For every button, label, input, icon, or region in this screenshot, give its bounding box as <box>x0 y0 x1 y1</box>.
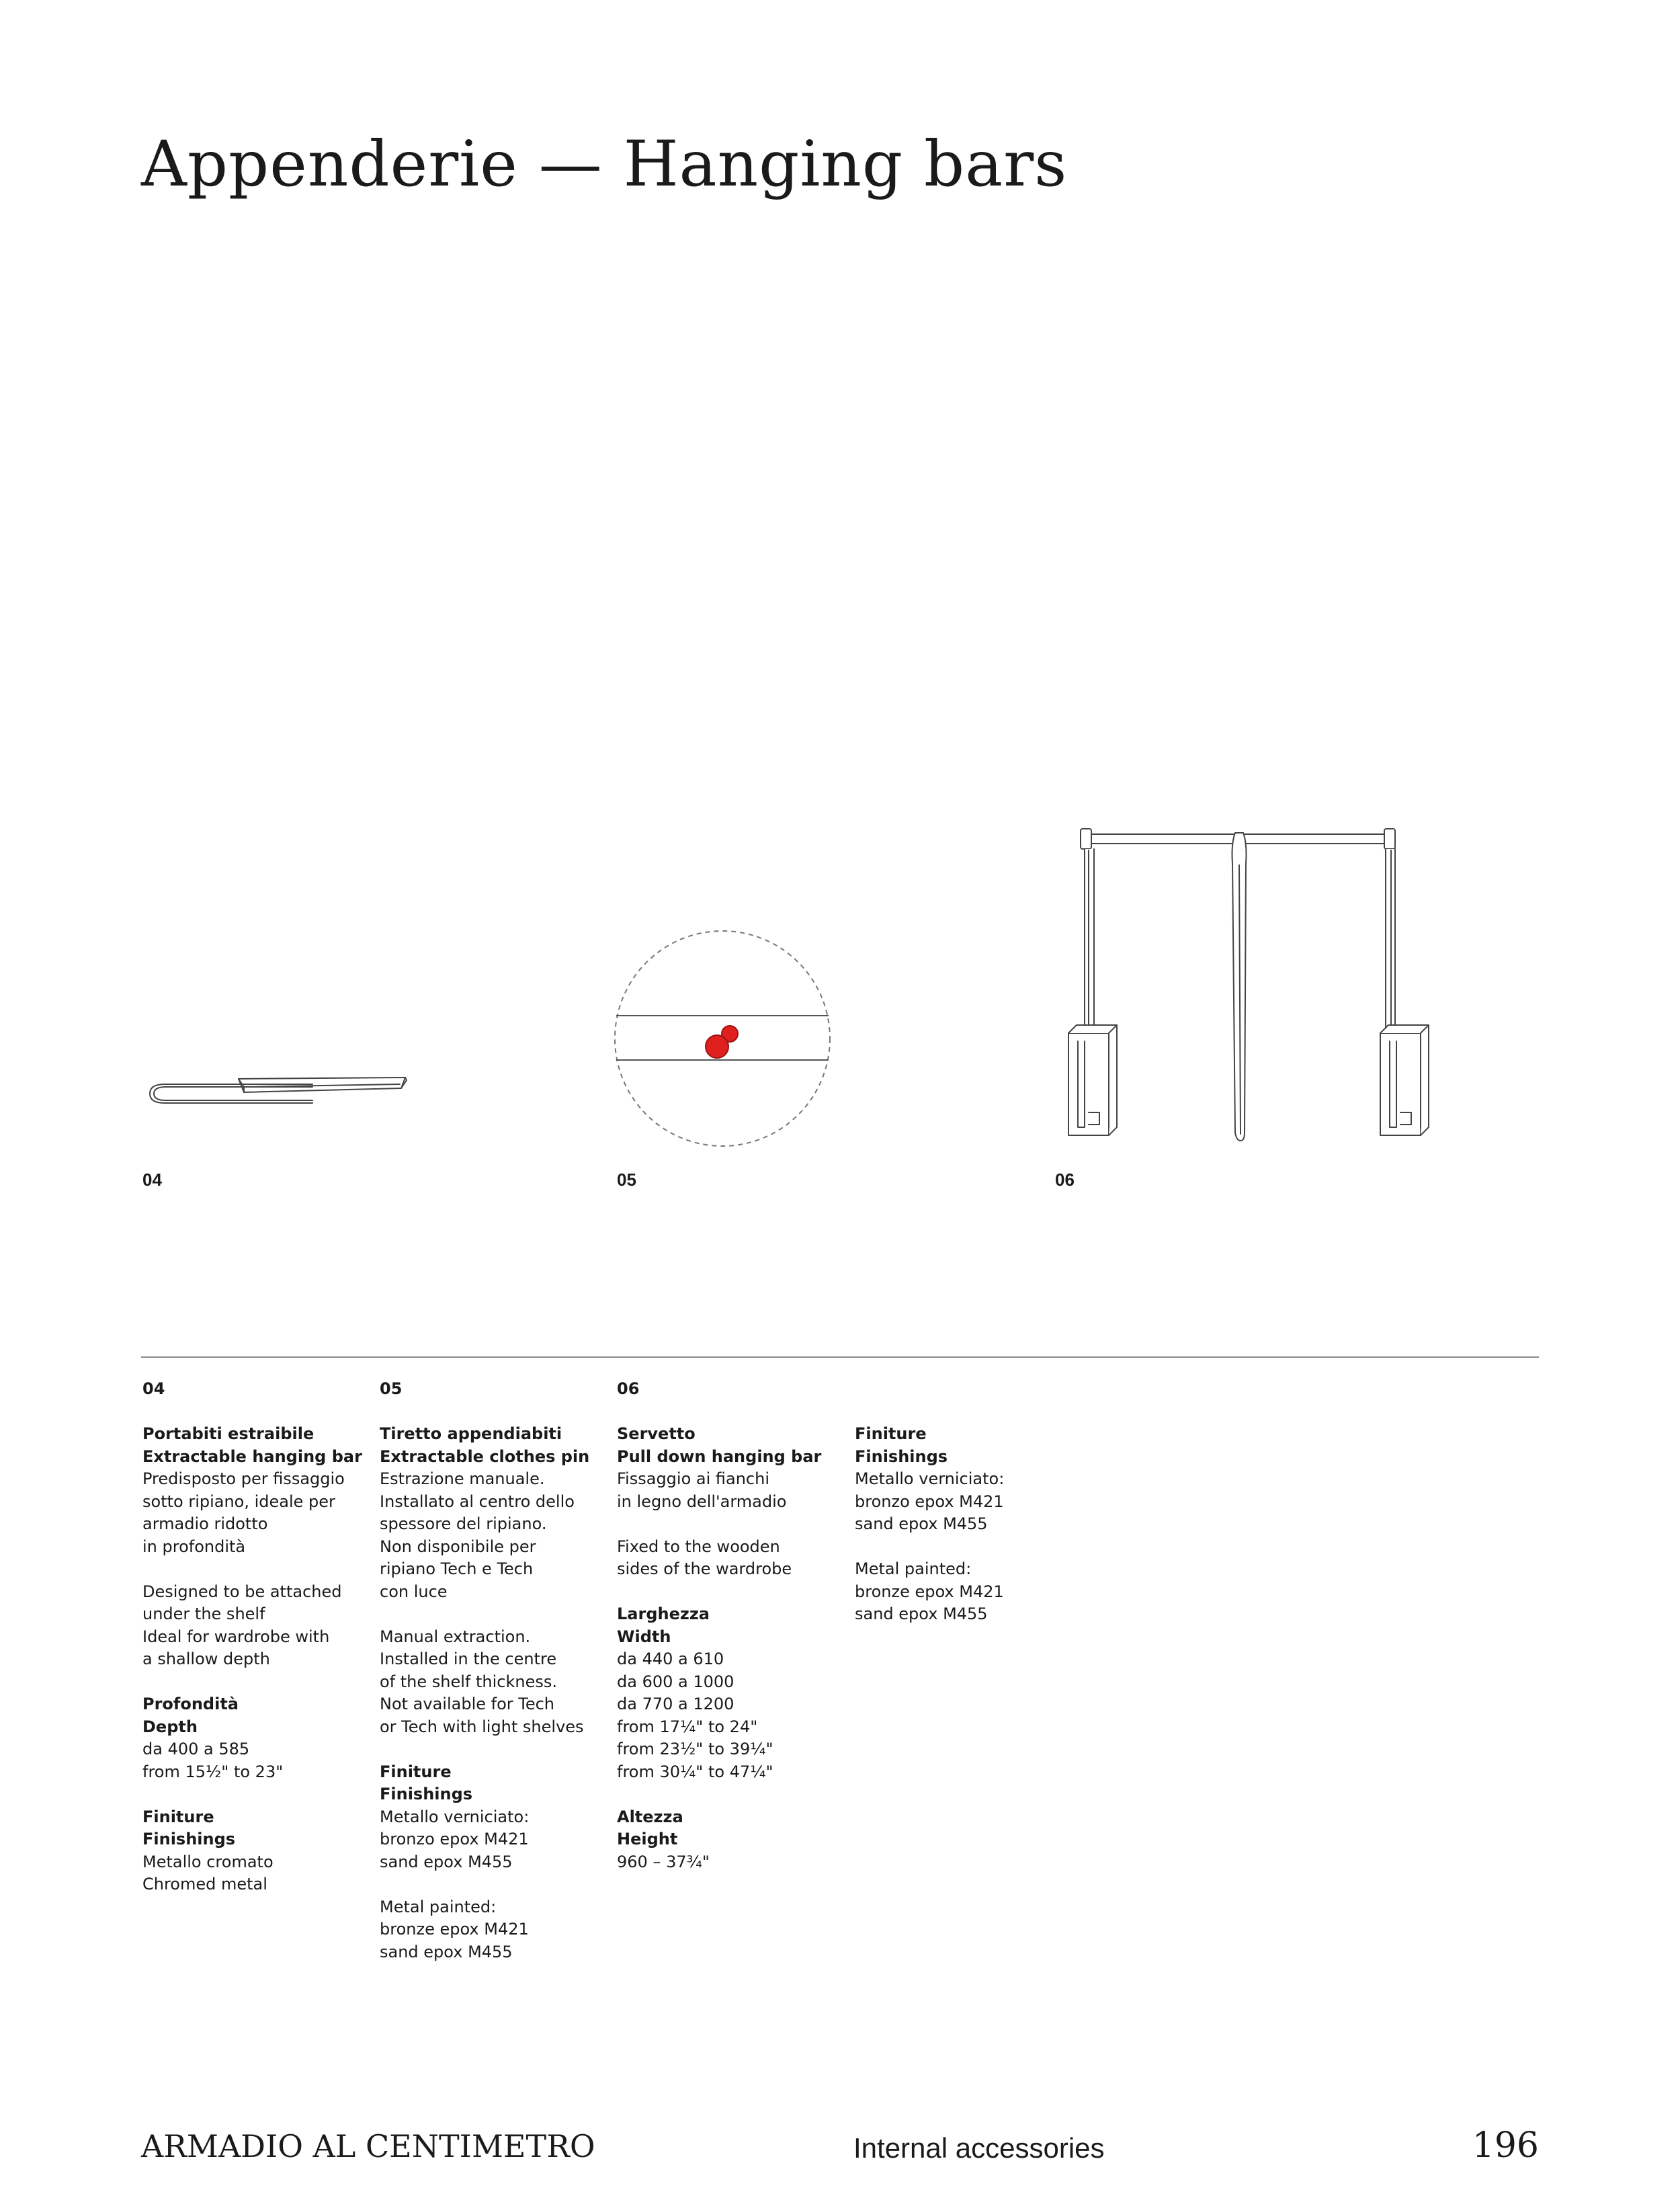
height-label-it: Altezza <box>617 1807 683 1826</box>
depth-label-it: Profondità <box>142 1695 239 1713</box>
width-value: da 770 a 1200 <box>617 1695 734 1713</box>
footer-brand: ARMADIO AL CENTIMETRO <box>141 2128 595 2164</box>
desc-line: Estrazione manuale. <box>380 1469 545 1488</box>
desc-line: Ideal for wardrobe with <box>142 1627 330 1646</box>
finish-value: Metallo verniciato: <box>380 1807 530 1826</box>
spec-column-06 <box>617 1378 845 1896</box>
red-pin-icon <box>706 1026 738 1058</box>
product-name-it: Servetto <box>617 1424 696 1443</box>
finish-label-it: Finiture <box>855 1424 927 1443</box>
width-value: from 17¼" to 24" <box>617 1717 758 1736</box>
figure-number-04: 04 <box>142 1170 162 1190</box>
desc-line: Non disponibile per <box>380 1537 536 1556</box>
finish-value: Chromed metal <box>142 1875 267 1894</box>
desc-line: Fixed to the wooden <box>617 1537 780 1556</box>
page-title: Appenderie — Hanging bars <box>141 128 1068 201</box>
desc-line: spessore del ripiano. <box>380 1514 547 1533</box>
finish-label-en: Finishings <box>380 1785 473 1803</box>
extractable-hanging-bar-drawing <box>144 1065 413 1126</box>
finish-value: sand epox M455 <box>380 1852 513 1871</box>
finish-value: sand epox M455 <box>380 1942 513 1961</box>
spec-number: 05 <box>380 1379 403 1398</box>
desc-line: of the shelf thickness. <box>380 1672 557 1691</box>
product-name-en: Extractable hanging bar <box>142 1447 362 1466</box>
product-name-en: Pull down hanging bar <box>617 1447 822 1466</box>
finish-value: bronze epox M421 <box>855 1582 1004 1601</box>
desc-line: armadio ridotto <box>142 1514 268 1533</box>
footer-section-title: Internal accessories <box>853 2132 1105 2164</box>
page-number: 196 <box>1472 2125 1539 2166</box>
desc-line: sotto ripiano, ideale per <box>142 1492 335 1511</box>
desc-line: con luce <box>380 1582 448 1601</box>
product-name-it: Portabiti estraibile <box>142 1424 314 1443</box>
width-value: from 23½" to 39¼" <box>617 1740 773 1758</box>
width-value: from 30¼" to 47¼" <box>617 1762 773 1781</box>
width-value: da 600 a 1000 <box>617 1672 734 1691</box>
spec-column-05 <box>380 1378 608 1986</box>
finish-value: sand epox M455 <box>855 1514 988 1533</box>
width-label-en: Width <box>617 1627 671 1646</box>
product-name-it: Tiretto appendiabiti <box>380 1424 562 1443</box>
finish-value: bronze epox M421 <box>380 1920 529 1939</box>
section-divider <box>141 1356 1539 1358</box>
finish-value: bronzo epox M421 <box>855 1492 1004 1511</box>
desc-line: sides of the wardrobe <box>617 1559 792 1578</box>
desc-line: Not available for Tech <box>380 1695 555 1713</box>
desc-line: Predisposto per fissaggio <box>142 1469 345 1488</box>
finish-label-en: Finishings <box>142 1830 236 1848</box>
clothes-pin-detail-drawing <box>608 924 837 1153</box>
width-label-it: Larghezza <box>617 1604 710 1623</box>
spec-number: 04 <box>142 1379 165 1398</box>
height-value: 960 – 37¾" <box>617 1852 710 1871</box>
finish-value: Metallo cromato <box>142 1852 274 1871</box>
spec-column-06-finishings <box>855 1423 1083 1648</box>
desc-line: in profondità <box>142 1537 246 1556</box>
depth-value: from 15½" to 23" <box>142 1762 284 1781</box>
finish-value: Metallo verniciato: <box>855 1469 1005 1488</box>
width-value: da 440 a 610 <box>617 1650 724 1668</box>
finish-value: Metal painted: <box>855 1559 972 1578</box>
finish-value: bronzo epox M421 <box>380 1830 529 1848</box>
depth-label-en: Depth <box>142 1717 198 1736</box>
desc-line: Manual extraction. <box>380 1627 531 1646</box>
desc-line: or Tech with light shelves <box>380 1717 584 1736</box>
depth-value: da 400 a 585 <box>142 1740 250 1758</box>
finish-label-it: Finiture <box>380 1762 452 1781</box>
desc-line: Designed to be attached <box>142 1582 342 1601</box>
figure-number-06: 06 <box>1055 1170 1075 1190</box>
finish-label-en: Finishings <box>855 1447 948 1466</box>
finish-value: Metal painted: <box>380 1897 497 1916</box>
spec-column-04 <box>142 1378 371 1918</box>
desc-line: Installato al centro dello <box>380 1492 575 1511</box>
desc-line: ripiano Tech e Tech <box>380 1559 534 1578</box>
desc-line: under the shelf <box>142 1604 265 1623</box>
product-name-en: Extractable clothes pin <box>380 1447 590 1466</box>
pull-down-hanging-bar-drawing <box>1055 823 1431 1159</box>
desc-line: Fissaggio ai fianchi <box>617 1469 770 1488</box>
figure-number-05: 05 <box>617 1170 636 1190</box>
desc-line: Installed in the centre <box>380 1650 557 1668</box>
finish-label-it: Finiture <box>142 1807 214 1826</box>
height-label-en: Height <box>617 1830 678 1848</box>
spec-number: 06 <box>617 1379 640 1398</box>
finish-value: sand epox M455 <box>855 1604 988 1623</box>
desc-line: in legno dell'armadio <box>617 1492 787 1511</box>
desc-line: a shallow depth <box>142 1650 270 1668</box>
